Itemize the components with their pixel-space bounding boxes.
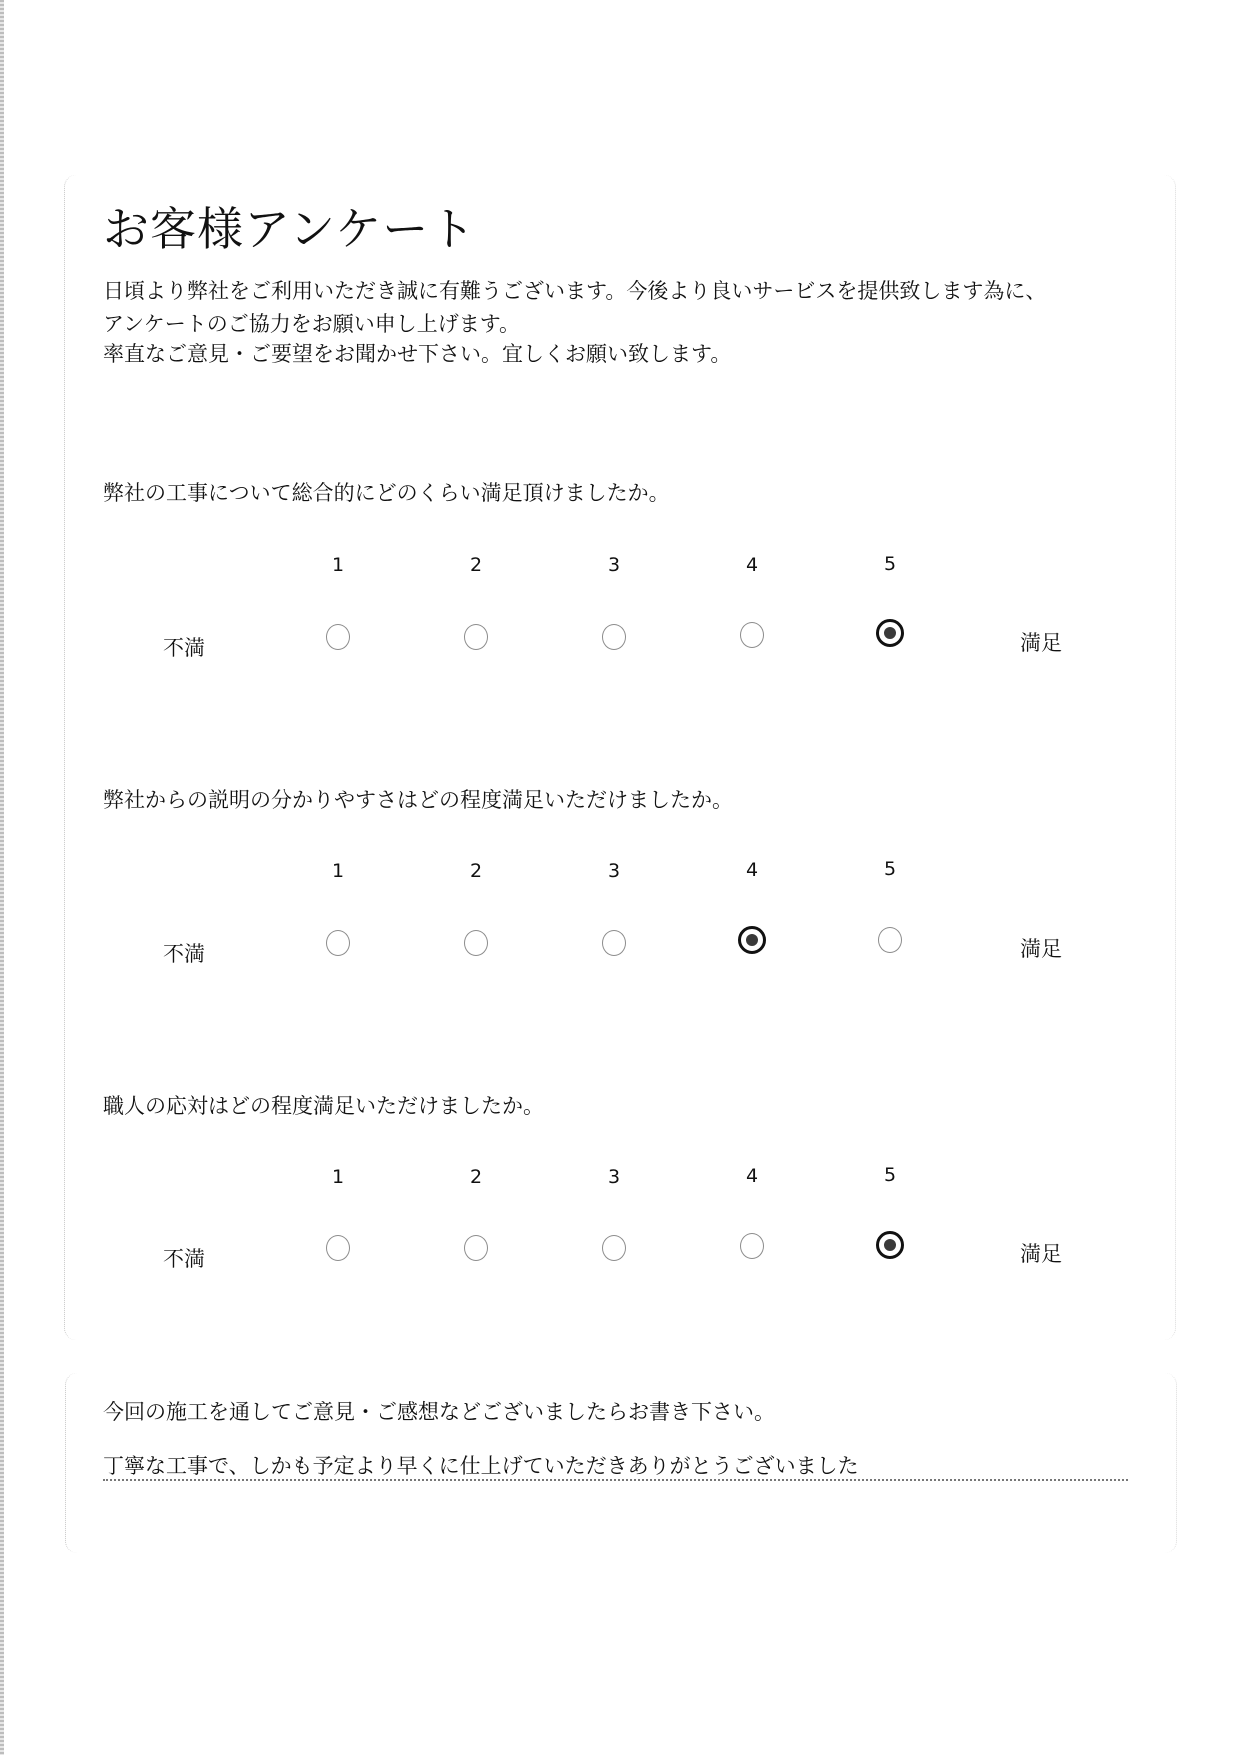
q3-high-label: 満足 [1020, 1242, 1062, 1266]
comment-answer-field[interactable]: 丁寧な工事で、しかも予定より早くに仕上げていただきありがとうございました [103, 1454, 859, 1478]
q2-option-label-4: 4 [745, 859, 759, 881]
q3-option-label-3: 3 [607, 1166, 621, 1188]
q1-option-label-5: 5 [883, 553, 897, 575]
question-1-text: 弊社の工事について総合的にどのくらい満足頂けましたか。 [103, 481, 670, 505]
q3-radio-2[interactable] [464, 1235, 488, 1261]
comment-underline [103, 1479, 1128, 1481]
q1-high-label: 満足 [1020, 631, 1062, 655]
q3-option-label-5: 5 [883, 1164, 897, 1186]
q1-option-label-3: 3 [607, 554, 621, 576]
q1-option-label-4: 4 [745, 554, 759, 576]
q3-option-label-4: 4 [745, 1165, 759, 1187]
q2-radio-4-selected[interactable] [738, 926, 766, 954]
q1-low-label: 不満 [163, 636, 205, 660]
q1-option-label-2: 2 [469, 554, 483, 576]
q3-radio-5-selected[interactable] [876, 1231, 904, 1259]
question-2-text: 弊社からの説明の分かりやすさはどの程度満足いただけましたか。 [103, 788, 733, 812]
intro-line-2: アンケートのご協力をお願い申し上げます。 [103, 312, 521, 336]
q1-option-label-1: 1 [331, 554, 345, 576]
scan-edge [0, 0, 4, 1755]
q3-radio-1[interactable] [326, 1235, 350, 1261]
q2-option-label-5: 5 [883, 858, 897, 880]
q1-radio-3[interactable] [602, 624, 626, 650]
q1-radio-1[interactable] [326, 624, 350, 650]
question-3-text: 職人の応対はどの程度満足いただけましたか。 [103, 1094, 544, 1118]
q3-option-label-1: 1 [331, 1166, 345, 1188]
q2-option-label-3: 3 [607, 860, 621, 882]
page-title: お客様アンケート [103, 202, 477, 256]
q2-low-label: 不満 [163, 942, 205, 966]
q1-radio-4[interactable] [740, 622, 764, 648]
q3-radio-4[interactable] [740, 1233, 764, 1259]
q2-high-label: 満足 [1020, 937, 1062, 961]
intro-line-1: 日頃より弊社をご利用いただき誠に有難うございます。今後より良いサービスを提供致します為に、 [103, 279, 1047, 303]
q2-option-label-1: 1 [331, 860, 345, 882]
q3-low-label: 不満 [163, 1247, 205, 1271]
q3-radio-3[interactable] [602, 1235, 626, 1261]
q2-option-label-2: 2 [469, 860, 483, 882]
q2-radio-2[interactable] [464, 930, 488, 956]
q2-radio-1[interactable] [326, 930, 350, 956]
q2-radio-5[interactable] [878, 927, 902, 953]
q2-radio-3[interactable] [602, 930, 626, 956]
comment-prompt: 今回の施工を通してご意見・ご感想などございましたらお書き下さい。 [103, 1400, 775, 1424]
q3-option-label-2: 2 [469, 1166, 483, 1188]
intro-line-3: 率直なご意見・ご要望をお聞かせ下さい。宜しくお願い致します。 [103, 342, 732, 366]
q1-radio-2[interactable] [464, 624, 488, 650]
q1-radio-5-selected[interactable] [876, 619, 904, 647]
